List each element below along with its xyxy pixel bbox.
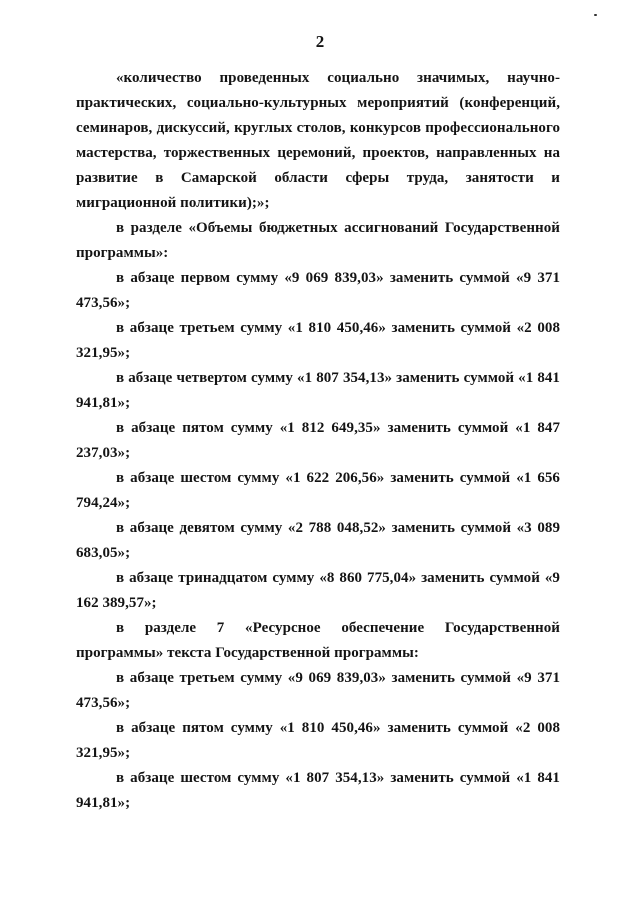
paragraph-indicator-text: «количество проведенных социально значимых, научно-практических, социально-культурных мероприятий (конференций, семинаров, дискуссий, круглых столов, конкурсов профессионального мастерства, торжественных церемоний, проектов, направленных на развитие в Самарской области сферы труда, занятости и миграционной политики);»; (76, 70, 560, 211)
paragraph-amendment: в абзаце четвертом сумму «1 807 354,13» заменить суммой «1 841 941,81»; (76, 370, 560, 411)
paragraph-amendment: в абзаце шестом сумму «1 622 206,56» заменить суммой «1 656 794,24»; (76, 470, 560, 511)
paragraph-amendment: в абзаце третьем сумму «9 069 839,03» заменить суммой «9 371 473,56»; (76, 670, 560, 711)
paragraph-section-budget: в разделе «Объемы бюджетных ассигнований Государственной программы»: (76, 220, 560, 261)
paragraph-amendment: в абзаце первом сумму «9 069 839,03» заменить суммой «9 371 473,56»; (76, 270, 560, 311)
paragraph-amendment: в абзаце шестом сумму «1 807 354,13» заменить суммой «1 841 941,81»; (76, 770, 560, 811)
paragraph-section-7: в разделе 7 «Ресурсное обеспечение Государственной программы» текста Государственной программы: (76, 620, 560, 661)
paragraph-amendment: в абзаце пятом сумму «1 812 649,35» заменить суммой «1 847 237,03»; (76, 420, 560, 461)
paragraph-amendment: в абзаце третьем сумму «1 810 450,46» заменить суммой «2 008 321,95»; (76, 320, 560, 361)
document-body (76, 66, 560, 816)
paragraph-amendment: в абзаце пятом сумму «1 810 450,46» заменить суммой «2 008 321,95»; (76, 720, 560, 761)
scan-speck (594, 14, 597, 16)
paragraph-amendment: в абзаце девятом сумму «2 788 048,52» заменить суммой «3 089 683,05»; (76, 520, 560, 561)
page-number: 2 (315, 32, 325, 51)
paragraph-amendment: в абзаце тринадцатом сумму «8 860 775,04» заменить суммой «9 162 389,57»; (76, 570, 560, 611)
